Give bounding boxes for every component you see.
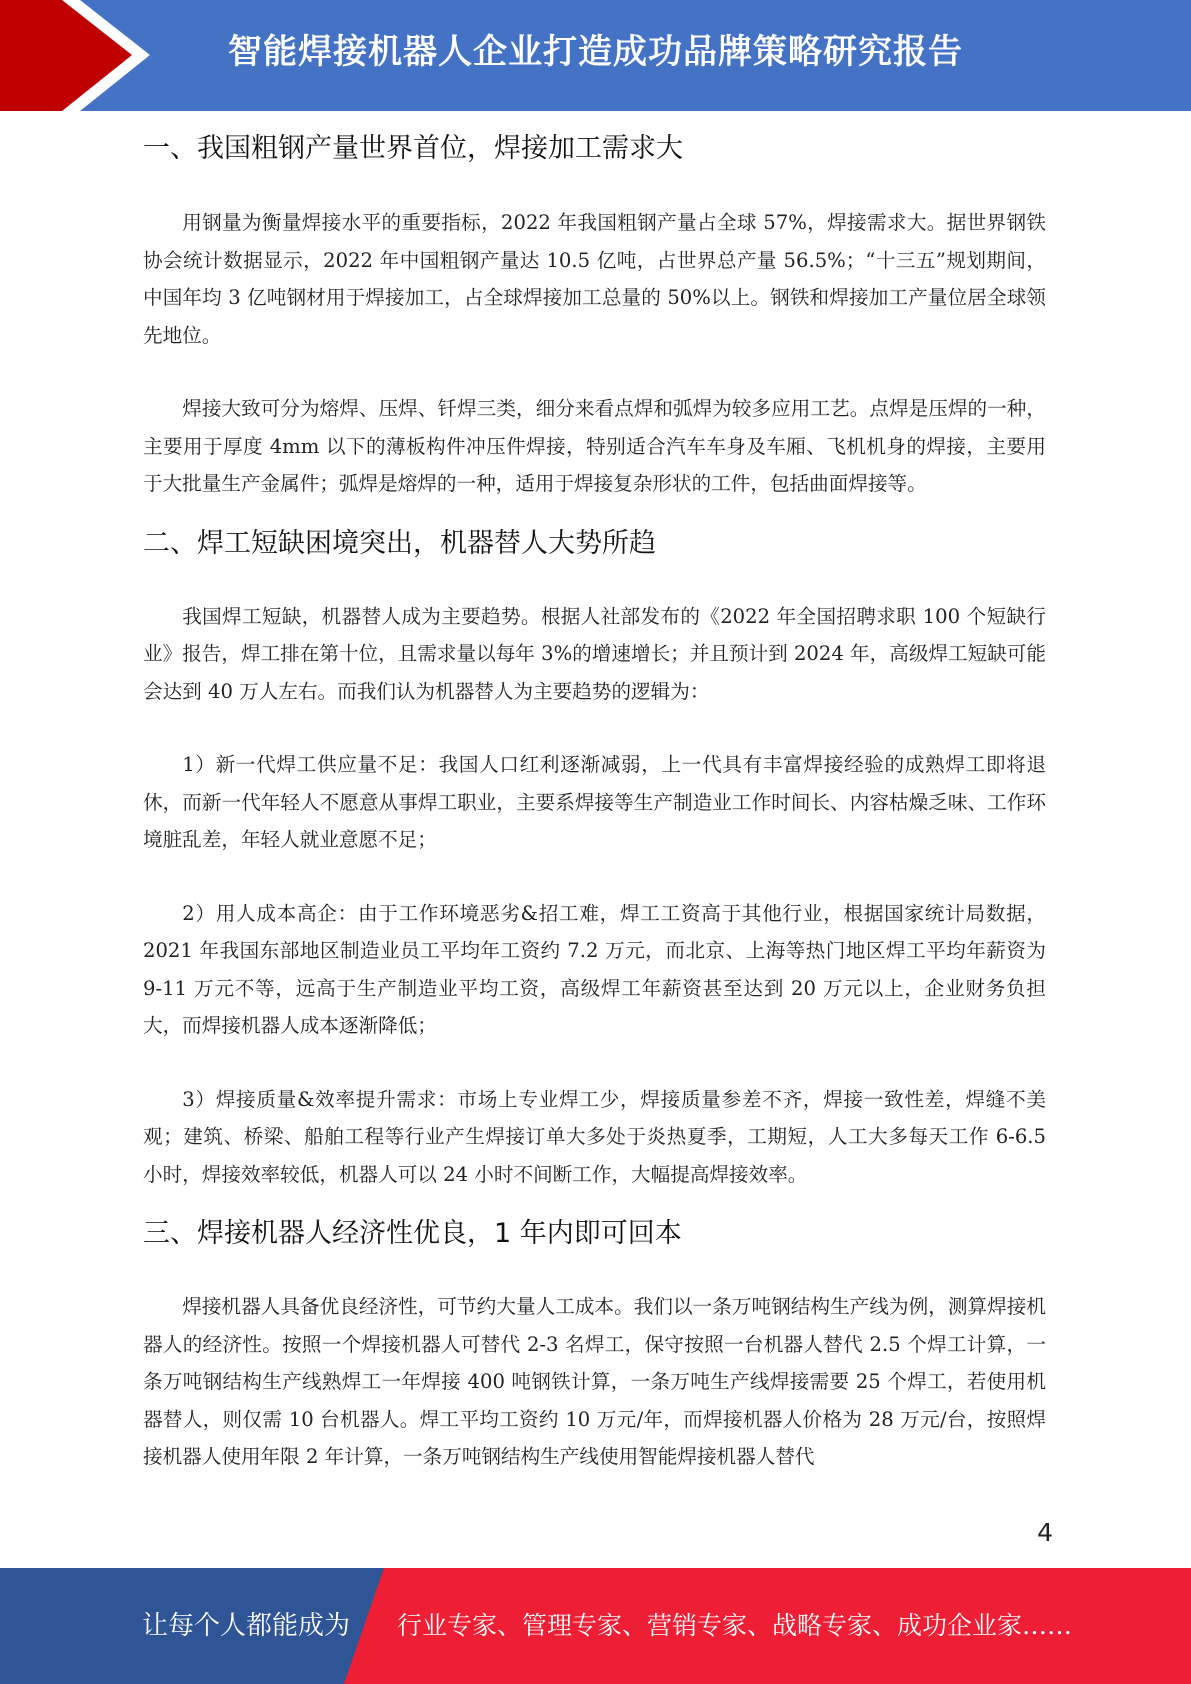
section-heading: 二、焊工短缺困境突出，机器替人大势所趋 [143, 527, 656, 559]
paragraph: 1）新一代焊工供应量不足：我国人口红利逐渐减弱，上一代具有丰富焊接经验的成熟焊工即将退休，而新一代年轻人不愿意从事焊工职业，主要系焊接等生产制造业工作时间长、内容枯燥乏味、工作环境脏乱差，年轻人就业意愿不足； [143, 753, 1046, 851]
section-heading: 一、我国粗钢产量世界首位，焊接加工需求大 [143, 133, 683, 164]
report-title: 智能焊接机器人企业打造成功品牌策略研究报告 [228, 32, 963, 72]
footer-slogan-lead: 让每个人都能成为 [142, 1611, 351, 1641]
page-number: 4 [1037, 1518, 1053, 1547]
header-banner [0, 0, 1191, 111]
document-body [143, 126, 1046, 1476]
paragraph: 焊接机器人具备优良经济性，可节约大量人工成本。我们以一条万吨钢结构生产线为例，测算焊接机器人的经济性。按照一个焊接机器人可替代 2-3 名焊工，保守按照一台机器人替代 2.5 个焊工计算，一条万吨钢结构生产线熟焊工一年焊接 400 吨钢铁计算，一条万吨生产线焊接需要 25 个焊工，若使用机器替人，则仅需 10 台机器人。焊工平均工资约 10 万元/年，而焊接机器人价格为 28 万元/台，按照焊接机器人使用年限 2 年计算，一条万吨钢结构生产线使用智能焊接机器人替代 [143, 1295, 1046, 1468]
paragraph: 用钢量为衡量焊接水平的重要指标，2022 年我国粗钢产量占全球 57%，焊接需求大。据世界钢铁协会统计数据显示，2022 年中国粗钢产量达 10.5 亿吨，占世界总产量 56.5%；“十三五”规划期间，中国年均 3 亿吨钢材用于焊接加工，占全球焊接加工总量的 50%以上。钢铁和焊接加工产量位居全球领先地位。 [143, 211, 1046, 347]
paragraph: 2）用人成本高企：由于工作环境恶劣&招工难，焊工工资高于其他行业，根据国家统计局数据，2021 年我国东部地区制造业员工平均年工资约 7.2 万元，而北京、上海等热门地区焊工平均年薪资为 9-11 万元不等，远高于生产制造业平均工资，高级焊工年薪资甚至达到 20 万元以上，企业财务负担大，而焊接机器人成本逐渐降低； [143, 901, 1046, 1037]
paragraph: 我国焊工短缺，机器替人成为主要趋势。根据人社部发布的《2022 年全国招聘求职 100 个短缺行业》报告，焊工排在第十位，且需求量以每年 3%的增速增长；并且预计到 2024 年，高级焊工短缺可能会达到 40 万人左右。而我们认为机器替人为主要趋势的逻辑为： [143, 604, 1046, 703]
footer-slogan-roles: 行业专家、管理专家、营销专家、战略专家、成功企业家…… [397, 1611, 1073, 1640]
paragraph: 3）焊接质量&效率提升需求：市场上专业焊工少，焊接质量参差不齐，焊接一致性差，焊缝不美观；建筑、桥梁、船舶工程等行业产生焊接订单大多处于炎热夏季，工期短，人工大多每天工作 6-6.5 小时，焊接效率较低，机器人可以 24 小时不间断工作，大幅提高焊接效率。 [143, 1087, 1046, 1186]
header-chevron-decoration [0, 0, 240, 111]
paragraph: 焊接大致可分为熔焊、压焊、钎焊三类，细分来看点焊和弧焊为较多应用工艺。点焊是压焊的一种，主要用于厚度 4mm 以下的薄板构件冲压件焊接，特别适合汽车车身及车厢、飞机机身的焊接，主要用于大批量生产金属件；弧焊是熔焊的一种，适用于焊接复杂形状的工件，包括曲面焊接等。 [143, 397, 1046, 495]
footer-banner [0, 1568, 1191, 1684]
section-heading: 三、焊接机器人经济性优良，1 年内即可回本 [143, 1218, 682, 1249]
